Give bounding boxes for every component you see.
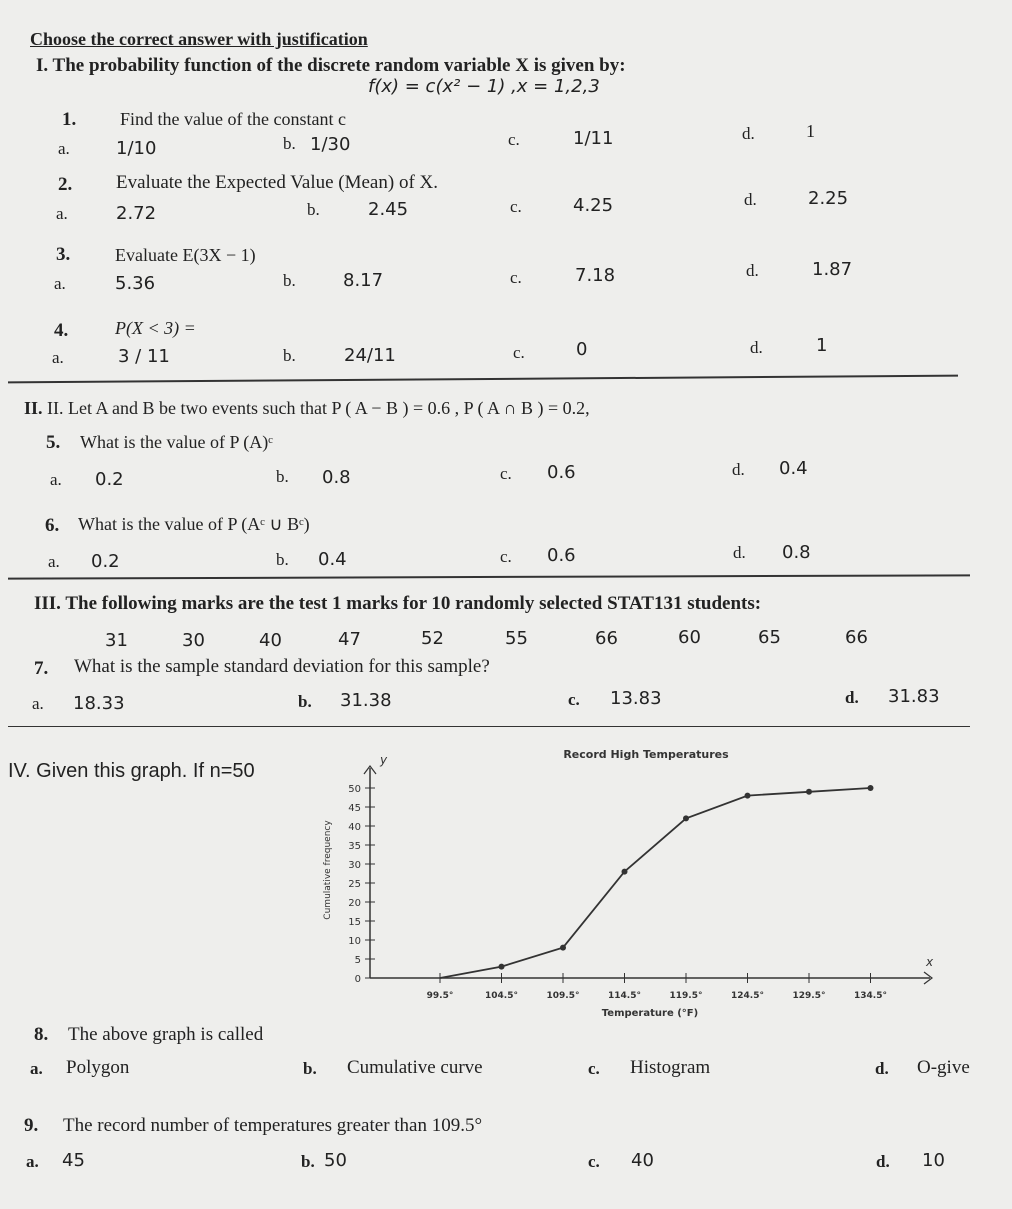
chart-title: Record High Temperatures (563, 748, 729, 761)
q4-option-d-value[interactable]: 1 (816, 335, 828, 356)
y-axis-letter: y (380, 753, 388, 767)
data-point (868, 785, 874, 791)
x-tick-labels (427, 973, 887, 1001)
q4-option-a-value[interactable]: 3 / 11 (118, 346, 170, 367)
mark-1: 31 (105, 630, 128, 651)
probability-formula: f(x) = c(x² − 1) ,x = 1,2,3 (368, 76, 600, 97)
q8-option-a-value[interactable]: Polygon (66, 1057, 130, 1078)
q2-option-a-value[interactable]: 2.72 (116, 203, 157, 224)
x-tick-label: 124.5° (731, 991, 764, 1001)
q9-option-c-value[interactable]: 40 (631, 1150, 654, 1171)
y-tick-label: 45 (348, 803, 361, 814)
q4-option-a-letter[interactable]: a. (52, 348, 64, 367)
y-tick-label: 20 (348, 898, 361, 909)
y-tick-label: 30 (348, 860, 361, 871)
q3-option-b-letter[interactable]: b. (283, 271, 296, 290)
section-2-title: II. II. Let A and B be two events such that P ( A − B ) = 0.6 , P ( A ∩ B ) = 0.2, (24, 398, 590, 418)
q9-option-c-letter[interactable]: c. (588, 1152, 600, 1171)
q1-number: 1. (62, 109, 77, 130)
q7-text: What is the sample standard deviation for this sample? (74, 656, 490, 677)
q7-number: 7. (34, 658, 49, 679)
q5-option-a-letter[interactable]: a. (50, 470, 62, 489)
q4-option-d-letter[interactable]: d. (750, 338, 763, 357)
q8-option-a-letter[interactable]: a. (30, 1059, 43, 1078)
q3-text: Evaluate E(3X − 1) (115, 245, 256, 265)
q9-option-d-value[interactable]: 10 (922, 1150, 945, 1171)
data-point (683, 815, 689, 821)
data-point (745, 793, 751, 799)
q7-option-c-value[interactable]: 13.83 (610, 688, 662, 709)
q6-option-c-letter[interactable]: c. (500, 547, 512, 566)
q6-text: What is the value of P (Aᶜ ∪ Bᶜ) (78, 514, 310, 534)
q7-option-c-letter[interactable]: c. (568, 690, 580, 709)
q1-option-c-letter[interactable]: c. (508, 130, 520, 149)
q8-text: The above graph is called (68, 1024, 264, 1045)
q7-option-b-letter[interactable]: b. (298, 692, 312, 711)
q5-option-a-value[interactable]: 0.2 (95, 469, 124, 490)
q4-option-c-letter[interactable]: c. (513, 343, 525, 362)
q5-option-c-value[interactable]: 0.6 (547, 462, 576, 483)
q7-option-d-value[interactable]: 31.83 (888, 686, 940, 707)
q4-option-b-letter[interactable]: b. (283, 346, 296, 365)
x-tick-label: 99.5° (426, 991, 454, 1001)
q5-option-c-letter[interactable]: c. (500, 464, 512, 483)
y-tick-label: 35 (348, 841, 361, 852)
y-tick-label: 0 (354, 974, 361, 985)
x-tick-label: 134.5° (854, 991, 887, 1001)
q2-option-b-letter[interactable]: b. (307, 200, 320, 219)
y-tick-label: 10 (348, 936, 361, 947)
q5-option-d-letter[interactable]: d. (732, 460, 745, 479)
q9-option-b-letter[interactable]: b. (301, 1152, 315, 1171)
q7-option-a-value[interactable]: 18.33 (73, 693, 125, 714)
q4-number: 4. (54, 320, 69, 341)
data-point (499, 964, 505, 970)
q6-option-c-value[interactable]: 0.6 (547, 545, 576, 566)
q5-option-d-value[interactable]: 0.4 (779, 458, 808, 479)
x-axis-letter: x (926, 955, 934, 969)
q2-option-a-letter[interactable]: a. (56, 204, 68, 223)
mark-8: 60 (678, 627, 701, 648)
q2-option-c-letter[interactable]: c. (510, 197, 522, 216)
chart-series (440, 785, 874, 978)
section-1-title: I. The probability function of the discrete random variable X is given by: (36, 55, 626, 76)
q8-option-b-letter[interactable]: b. (303, 1059, 317, 1078)
q2-option-c-value[interactable]: 4.25 (573, 195, 614, 216)
x-axis-label: Temperature (°F) (601, 1008, 699, 1019)
y-tick-label: 15 (348, 917, 361, 928)
q6-option-b-value[interactable]: 0.4 (318, 549, 347, 570)
x-tick-label: 114.5° (608, 991, 641, 1001)
cumulative-frequency-chart (300, 740, 960, 1030)
data-point (560, 945, 566, 951)
q5-option-b-value[interactable]: 0.8 (322, 467, 351, 488)
divider-2 (8, 574, 970, 579)
q6-option-d-value[interactable]: 0.8 (782, 542, 811, 563)
q5-text: What is the value of P (A)ᶜ (80, 432, 273, 452)
section-4-title: IV. Given this graph. If n=50 (8, 760, 255, 782)
q7-option-d-letter[interactable]: d. (845, 688, 859, 707)
q2-option-d-value[interactable]: 2.25 (808, 188, 849, 209)
page-heading: Choose the correct answer with justification (30, 29, 368, 49)
q3-option-b-value[interactable]: 8.17 (343, 270, 384, 291)
q1-option-c-value[interactable]: 1/11 (573, 128, 614, 149)
q1-option-a-letter[interactable]: a. (58, 139, 70, 158)
mark-5: 52 (421, 628, 444, 649)
q9-option-a-value[interactable]: 45 (62, 1150, 85, 1171)
q8-option-b-value[interactable]: Cumulative curve (347, 1057, 483, 1078)
q8-option-c-value[interactable]: Histogram (630, 1057, 711, 1078)
q7-option-b-value[interactable]: 31.38 (340, 690, 392, 711)
data-point (622, 869, 628, 875)
q2-number: 2. (58, 174, 73, 195)
x-tick-label: 109.5° (546, 991, 580, 1001)
mark-9: 65 (758, 627, 781, 648)
divider-3 (8, 726, 970, 727)
q9-option-b-value[interactable]: 50 (324, 1150, 347, 1171)
q1-option-a-value[interactable]: 1/10 (116, 138, 157, 159)
x-tick-label: 129.5° (792, 991, 826, 1001)
q1-option-d-value[interactable]: 1 (806, 121, 815, 141)
q3-option-c-letter[interactable]: c. (510, 268, 522, 287)
q1-text: Find the value of the constant c (120, 109, 346, 129)
q6-number: 6. (45, 515, 60, 536)
y-tick-label: 50 (348, 784, 361, 795)
q9-text: The record number of temperatures greater than 109.5° (63, 1115, 483, 1136)
q9-number: 9. (24, 1115, 39, 1136)
q3-option-a-value[interactable]: 5.36 (115, 273, 156, 294)
section-3-title: III. The following marks are the test 1 marks for 10 randomly selected STAT131 students: (34, 593, 762, 614)
q5-option-b-letter[interactable]: b. (276, 467, 289, 486)
q8-option-d-value[interactable]: O-give (917, 1057, 970, 1078)
q4-option-c-value[interactable]: 0 (576, 339, 588, 360)
mark-10: 66 (845, 627, 868, 648)
q3-number: 3. (56, 244, 71, 265)
q3-option-a-letter[interactable]: a. (54, 274, 66, 293)
chart-axes (364, 766, 932, 984)
q1-option-b-letter[interactable]: b. (283, 134, 296, 153)
q8-option-c-letter[interactable]: c. (588, 1059, 600, 1078)
q4-text: P(X < 3) = (115, 318, 196, 338)
y-axis-label: Cumulative frequency (323, 820, 333, 920)
q6-option-a-value[interactable]: 0.2 (91, 551, 120, 572)
q6-option-b-letter[interactable]: b. (276, 550, 289, 569)
section-2-text: II. Let A and B be two events such that P ( A − B ) = 0.6 , P ( A ∩ B ) = 0.2, (47, 398, 590, 418)
q2-text: Evaluate the Expected Value (Mean) of X. (116, 172, 438, 193)
x-tick-label: 119.5° (669, 991, 703, 1001)
q1-option-d-letter[interactable]: d. (742, 124, 755, 143)
q1-option-b-value[interactable]: 1/30 (310, 134, 351, 155)
x-tick-label: 104.5° (485, 991, 518, 1001)
q7-option-a-letter[interactable]: a. (32, 694, 44, 713)
mark-6: 55 (505, 628, 528, 649)
y-tick-label: 5 (354, 955, 361, 966)
y-tick-label: 40 (348, 822, 361, 833)
q2-option-d-letter[interactable]: d. (744, 190, 757, 209)
q3-option-c-value[interactable]: 7.18 (575, 265, 616, 286)
mark-4: 47 (338, 629, 361, 650)
q6-option-d-letter[interactable]: d. (733, 543, 746, 562)
q8-option-d-letter[interactable]: d. (875, 1059, 889, 1078)
y-tick-labels (348, 784, 375, 985)
q3-option-d-letter[interactable]: d. (746, 261, 759, 280)
q5-number: 5. (46, 432, 61, 453)
q9-option-a-letter[interactable]: a. (26, 1152, 39, 1171)
divider-1 (8, 375, 958, 383)
ogive-line (440, 788, 871, 978)
mark-2: 30 (182, 630, 205, 651)
q8-number: 8. (34, 1024, 49, 1045)
q6-option-a-letter[interactable]: a. (48, 552, 60, 571)
q9-option-d-letter[interactable]: d. (876, 1152, 890, 1171)
mark-7: 66 (595, 628, 618, 649)
mark-3: 40 (259, 630, 282, 651)
q2-option-b-value[interactable]: 2.45 (368, 199, 409, 220)
q3-option-d-value[interactable]: 1.87 (812, 259, 853, 280)
y-tick-label: 25 (348, 879, 361, 890)
data-point (806, 789, 812, 795)
q4-option-b-value[interactable]: 24/11 (344, 345, 396, 366)
